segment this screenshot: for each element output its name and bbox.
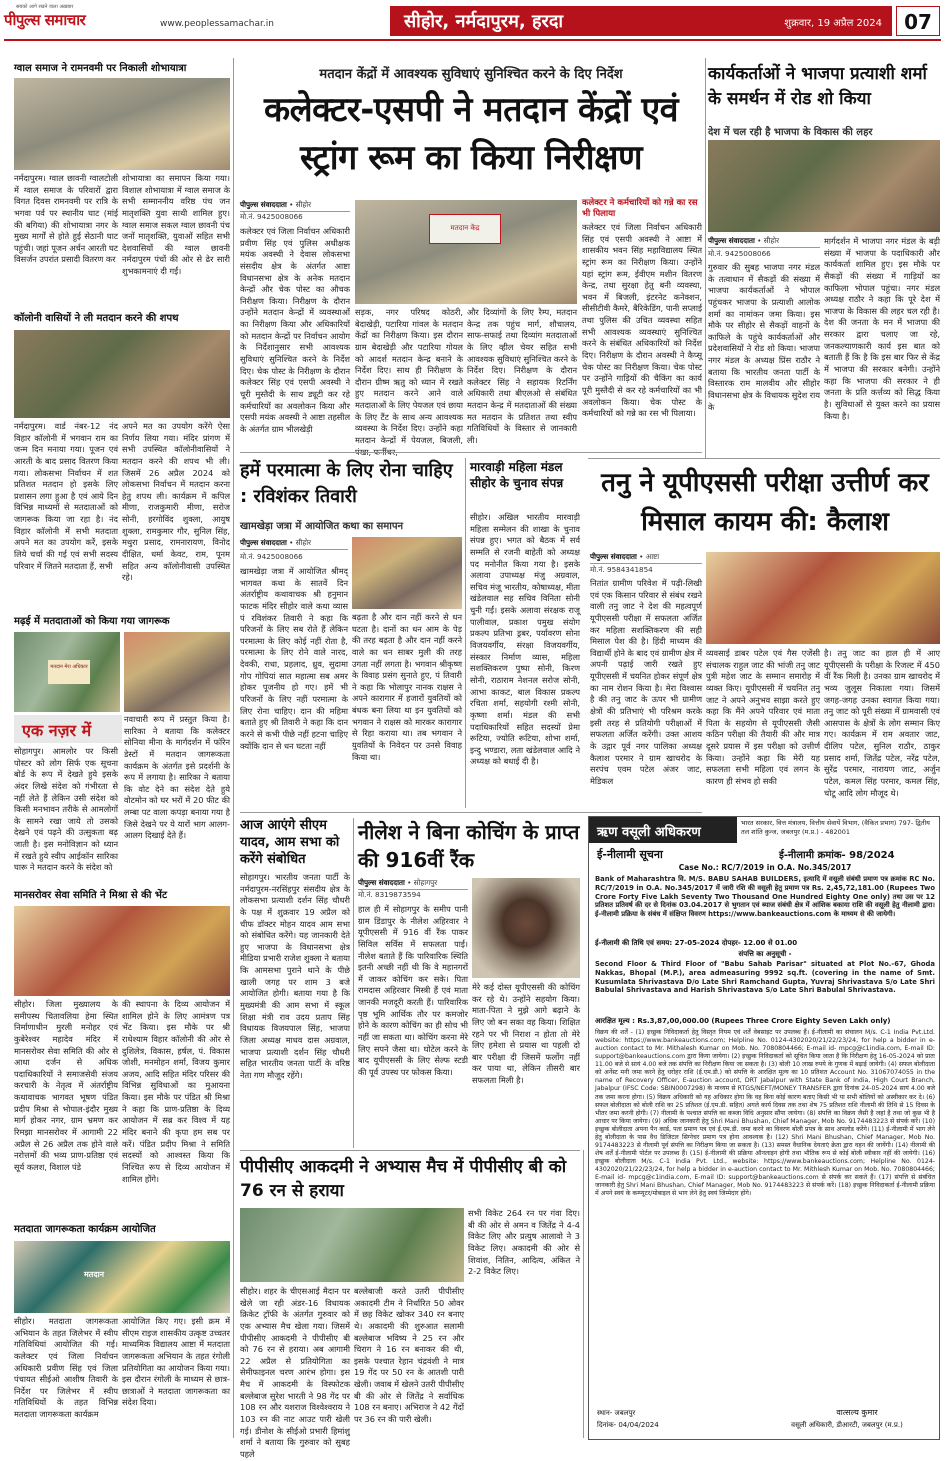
poster-label: मतदान मेरा अधिकार: [50, 664, 88, 670]
center-vrule-3: [583, 1150, 584, 1438]
center-vrule-1: [465, 458, 466, 808]
s10-photo: [472, 878, 580, 978]
s6-col4-subhead: कलेक्टर ने कर्मचारियों को गन्ने का रस भी पिलाया: [582, 198, 698, 220]
s10-headline: नीलेश ने बिना कोचिंग के प्राप्त की 916वीं रैंक: [358, 820, 580, 872]
logo-tagline: सबको आगे रखने वाला अख़बार: [16, 4, 74, 10]
s13-byline-place: आष्टा: [645, 552, 660, 561]
s7-byline-agency: पीपुल्स संवाददाता: [240, 538, 287, 547]
s6-col4: कलेक्टर एवं जिला निर्वाचन अधिकारी सिंह एवं एसपी अवस्थी ने आष्टा में शासकीय भवन सिंह महाविद्यालय स्थित स्ट्रांग रूम का निरीक्षण किया। उन्होंने यहां स्ट्रांग रूम, ईवीएम मशीन वितरण केन्द्र, तथा सुरक्षा हेतु बनी व्यवस्था, भवन में बिजली, इंटरनेट कनेक्शन, सीसीटीवी कैमरे, बैरिकेडिंग, पानी सप्लाई तथा पुलिस की उचित व्यवस्था सहित सभी आवश्यक व्यवस्थाएं सुनिश्चित करने के संबंधित अधिकारियों को निर्देश दिए। निरीक्षण के दौरान अवस्थी ने कैप्सू चेक पोस्ट का निरीक्षण किया। चेक पोस्ट पर उन्होंने गाड़ियों की चैकिंग का कार्य पूरी मुस्तैदी से कर रहे कर्मचारियों का भी अवलोकन किया। चेक पोस्ट के कर्मचारियों को गन्ने का रस भी पिलाया।: [582, 222, 702, 419]
s13-col2: व्यवसाई डाबर पटेल एवं गैस एजेंसी संचालक राहुल जाट की भांजी तनु जाट पुत्री महेश जाट के सम्मान समारोह में व्यक्त किए। यूपीएससी में चयनित तनु जाट ने अपने अनुभव साझा करते हुए कहा कि मैंने अपने परिवार एवं माता पिता के सहयोग से यूपीएससी जैसी कठिन परीक्षा की तैयारी की और मात्र दूसरे प्रयास में इस परीक्षा को उत्तीर्ण किया। उन्होंने कहा कि मेरी यह सफलता सभी महिला एवं लगन के कारण ही संभव हो सकी: [706, 648, 821, 787]
s7-col1: खामखेड़ा जत्रा में आयोजित श्रीमद् भागवत कथा के सातवें दिन अंतर्राष्ट्रीय कथावाचक श्री हनुमान फाटक मंदिर सीहोर वाले कथा व्यास पं रविशंकर तिवारी ने कहा कि परिजनों के लिए सब रोते हैं लेकिन परमात्मा के लिए कोई नहीं रोता है, परमात्मा के लिए रोने वाले नारद, देवकी, राधा, प्रहलाद, ध्रुव, सुदामा गोप गोपियां सात महात्मा सब अमर होकर पूजनीय हो गए। हमें भी परिजनों के लिए नहीं परमात्मा के लिए रोना चाहिए। दान की महिमा बताते हुए श्री तिवारी ने कहा कि दान करने से कभी पीछे नहीं हटना चाहिए क्योंकि दान से धन घटता नहीं: [240, 566, 348, 751]
s6-banner-label: मतदान केंद्र: [450, 224, 480, 232]
right-hrule-1: [588, 458, 940, 459]
s3-poster: [48, 660, 90, 684]
website-link[interactable]: www.peoplessamachar.in: [160, 19, 274, 29]
s4-photo: [14, 906, 230, 996]
notice-property-head: संपत्ति का अनुसूची -: [738, 950, 792, 958]
s12-col2: मार्गदर्शन में भाजपा नगर मंडल के बड़ी संख्या में भाजपा के पदाधिकारी और कार्यकर्ता शामिल हुए। इस मौके पर सैकड़ों की संख्या में गाड़ियों का काफिला भोपाल पहुंचा। नगर मंडल अध्यक्ष राठौर ने कहा कि पूरे देश में भाजपा के विकास की लहर चल रही है। देश की जनता के मन में भाजपा की सरकार द्वारा चलाए जा रहे, जनकल्याणकारी कार्य इस बात को बताती हैं कि है कि इस बार फिर से केंद्र में भाजपा की सरकार बनेगी। उन्होंने कहा कि भाजपा की सरकार ने ही जनता के प्रति कर्त्तव्य को सिद्ध किया है। सुविधाओं से युक्त करने का प्रयास किया है।: [824, 236, 940, 421]
s7-byline: पीपुल्स संवाददाता • सीहोर: [240, 538, 348, 550]
notice-place: स्थान- जबलपुर: [597, 1409, 636, 1417]
s8-headline: आज आएंगे सीएम यादव, आम सभा को करेंगे संबोधित: [240, 818, 340, 867]
s8-body: सोहागपुर। भारतीय जनता पार्टी के नर्मदापुरम-नरसिंहपुर संसदीय क्षेत्र के लोकसभा प्रत्याशी दर्शन सिंह चौधरी के पक्ष में शुक्रवार 19 अप्रैल को चीफ डॉक्टर मोहन यादव आम सभा को संबोधित करेंगे। यह जानकारी देते हुए भाजपा के विधानसभा क्षेत्र मीडिया प्रभारी राजेश शुक्ला ने बताया कि आमसभा पुराने थाने के पीछे खाली जगह पर शाम 3 बजे आयोजित होगी। बताया गया है कि मुख्यमंत्री की आम सभा में स्कूल शिक्षा मंत्री राव उदय प्रताप सिंह विधायक विजयपाल सिंह, भाजपा जिला अध्यक्ष माधव दास अग्रवाल, भाजपा प्रत्याशी दर्शन सिंह चौधरी सहित भारतीय जनता पार्टी के वरिष्ठ नेता गण मौजूद रहेंगे।: [240, 872, 350, 1080]
s13-byline: पीपुल्स संवाददाता • आष्टा: [590, 552, 702, 564]
s6-kicker: मतदान केंद्रों में आवश्यक सुविधाएं सुनिश्चित करने के दिए निर्देश: [319, 67, 623, 82]
s13-headline: तनु ने यूपीएससी परीक्षा उत्तीर्ण कर मिसाल कायम की: कैलाश: [601, 468, 929, 537]
notice-parties: Bank of Maharashtra वि. M/S. BABU SAHAB BUILDERS, इत्यादि में वसूली संबंधी प्रमाण पत्र क्रमांक RC No. RC/7/2019 in O.A. No.345/2017 में जारी रशि की वसूली हेतु प्रमाण पत्र Rs. 2,45,72,181.00 (Rupees Two Crore Forty Five Lakh Seventy Two Thousand One Hundred Eighty One only) तथा उस पर 12 प्रतिशत प्रतिवर्ष की दर से दिनांक 03.04.2017 से भुगतान एवं ब्याज संबंधी क्षेत्र में आंशिक बकाया राशि की वसूली हेतु नीलामी द्वारा। ई-नीलामी प्रक्रिया के संबंध में संक्षिप्त विवरण https://www.bankeauctions.com के माध्यम से की जायेगी।: [595, 875, 935, 919]
s12-byline-place: सीहोर: [763, 236, 780, 245]
notice-header: ऋण वसूली अधिकरण: [597, 825, 701, 840]
s7-byline-place: सीहोर: [295, 538, 312, 547]
s3-headline: मढ़ई में मतदाताओं को किया गया जागरूक: [14, 616, 170, 627]
s12-photo: [708, 140, 940, 232]
s13-col3: है। तनु जाट का हाल ही में आए यूपीएससी के परीक्षा के रिजल्ट में 450 वीं रैंक मिली है। उनका ग्राम खाचरोद में भव्य जुलूस निकाला गया। जिसमें जगह-जगह उनका स्वागत किया गया। तनु जाट को पूरी संख्या में ग्रामवासी एवं आसपास के क्षेत्रों के लोग सम्मान किए गए। कार्यक्रम में राम अवतार जाट, दीलिप पटेल, सुनिल राठौर, ठाकुर प्रसाद शर्मा, जितेंद्र पटेल, नरेंद्र पटेल, सुरेंद्र परमार, नारायण जाट, अर्जुन पटेल, कमल सिंह परमार, कमल सिंह, चोटू आदि लोग मौजूद थे।: [824, 648, 940, 798]
s6-headline: कलेक्टर-एसपी ने मतदान केंद्रों एवं स्ट्रांग रूम का किया निरीक्षण: [263, 90, 679, 179]
s5-body-col2: आयोजित किए गए। इसी क्रम में सीएम राइज शासकीय उत्कृष्ट उच्चतर माध्यमिक विद्यालय आष्टा में मतदाता जागरूकता अभियान के तहत रंगोली प्रतियोगिता का आयोजन किया गया। इस दौरान रंगोली के माध्यम से छात्र-छात्राओं ने मतदाता जागरूकता का संदेश दिया।: [122, 1316, 230, 1408]
s3-box-title: एक नज़र में: [22, 721, 92, 740]
s10-byline-place: सोहागपुर: [413, 878, 438, 887]
s12-phone: मो.नं. 9425008066: [708, 249, 771, 258]
right-column-divider: [705, 58, 706, 458]
s13-col1: नितांत ग्रामीण परिवेश में पढ़ी-लिखी एवं एक किसान परिवार से संबंध रखने वाली तनु जाट ने देश की महत्वपूर्ण यूपीएससी परीक्षा में सफलता अर्जित कर महिला सशक्तिकरण की सही मिसाल पेश की है। हिंदी माध्यम की विद्यार्थी होने के बाद एवं ग्रामीण क्षेत्र में अपनी पढ़ाई जारी रखते हुए यूपीएससी में चयनित होकर संपूर्ण क्षेत्र का नाम रोशन किया है। मेरा विश्वास है की तनु जाट के ऊपर भी ग्रामीण क्षेत्रों की प्रतिभाएं भी परिश्रम करके इसी तरह से प्रतियोगी परीक्षाओं में सफलता अर्जित करेंगी। उक्त आशय के उद्गार पूर्व नगर पालिका अध्यक्ष कैलाश परमार ने ग्राम खाचरोद के सरपंच एवम पटेल अंजर जाट, मेडिकल: [590, 578, 703, 786]
notice-title-right: ई-नीलामी क्रमांक- 98/2024: [779, 850, 895, 861]
s12-byline-agency: पीपुल्स संवाददाता: [708, 236, 755, 245]
notice-signatory-title: वसूली अधिकारी, डीआरटी, जबलपुर (म.प्र.): [791, 1421, 903, 1429]
masthead-rule: [4, 39, 941, 41]
s1-photo: [14, 78, 230, 170]
notice-header-bar: [589, 817, 737, 843]
s13-byline-agency: पीपुल्स संवाददाता: [590, 552, 637, 561]
s12-subhead: देश में चल रही है भाजपा के विकास की लहर: [708, 127, 873, 138]
s6-photo: [355, 200, 577, 304]
center-hrule-2: [240, 812, 702, 813]
s3-photo-left: [14, 632, 120, 712]
s5-headline: मतदाता जागरूकता कार्यक्रम आयोजित: [14, 1224, 156, 1235]
notice-date: दिनांक- 04/04/2024: [597, 1421, 659, 1429]
masthead-logo: [4, 4, 154, 34]
s6-banner: [429, 214, 501, 244]
notice-address: भारत सरकार, वित्त मंत्रालय, वित्तीय सेवायें विभाग, (वैकित प्रभाग) 797- द्वितीय तल शांति कुन्ज, जबलपुर (म.प्र.) - 482001: [741, 819, 930, 836]
s1-body-col1: नर्मदापुरम। ग्वाल छावनी ग्वालटोली में ग्वाल समाज के परिवारों द्वारा विगत दिवस रामनवमी पर रात्रि के भगवा पर्व पर स्थानीय घाट (मांई की बगिया) की शोभायात्रा नगर के मुख्य मार्गों से होते हुई सेठानी घाट पहुंची। जहां पूजन अर्चन आरती घट विसर्जन उपरांत प्रसादी वितरण कर: [14, 173, 118, 265]
issue-date: शुक्रवार, 19 अप्रैल 2024: [784, 18, 882, 29]
s13-phone: मो.नं. 9584341854: [590, 565, 653, 574]
s3-body-col1: सोहागपुर। आमलोर पर किसी पोस्टर को लोग सिर्फ एक सूचना बोर्ड के रूप में देखते हुये इसके अंदर लिखे संदेश को गंभीरता से नहीं लेते हैं लेकिन उसी संदेश को किसी मनभावन तरीके से आमलोगों के सामने रखा जाये तो उसको देखने एवं पढ़ने की उत्सुकता बढ़ जाती है। इस मनोविज्ञान को ध्यान में रखते हुये स्वीप आईकॉन सारिका घारू ने मतदान करने के संदेश को: [14, 746, 118, 873]
s7-headline: हमें परमात्मा के लिए रोना चाहिए : रविशंकर तिवारी: [240, 460, 453, 508]
s6-byline: पीपुल्स संवाददाता • सीहोर: [240, 200, 350, 212]
center-hrule-3: [240, 1150, 580, 1151]
s6-byline-agency: पीपुल्स संवाददाता: [240, 200, 287, 209]
page-number: 07: [896, 6, 940, 36]
s12-col1: गुरुवार की सुबह भाजपा नगर मंडल के तत्वाधान में सैकड़ों की संख्या में भाजपा कार्यकर्ताओं ने भोपाल पहुंचकर भाजपा के प्रत्याशी आलोक शर्मा का नामांकन जमा किया। इस मौके पर सीहोर से सैकड़ों वाहनों के काफिले के पहुंचे कार्यकर्ताओं और प्रदेशवासियों ने रोड शो किया। भाजपा नगर मंडल के अध्यक्ष प्रिंस राठौर ने बताया कि भारतीय जनता पार्टी के विस्तारक राम मालवीय और सीहोर विधानसभा क्षेत्र के विधायक सुदेश राय के: [708, 262, 821, 412]
s2-photo: [14, 330, 230, 418]
s7-photo: [352, 537, 462, 609]
left-column-divider: [233, 58, 234, 1438]
s2-headline: कॉलोनी वासियों ने ली मतदान करने की शपथ: [14, 313, 179, 324]
masthead: [0, 0, 945, 40]
s2-body-col2: अपने मत का उपयोग करेंगे ऐसा निर्णय लिया गया। मंदिर प्रांगण में सभी उपस्थित कॉलोनीवासियों ने मतदान करने की शपथ भी ली। जिसमें 26 अप्रैल 2024 को लोकसभा निर्वाचन में मतदान करना हेतु शपथ ली। कार्यक्रम में कपिल मीणा, राजकुमारी मीणा, सरोज सोनी, हरगोविंद शुक्ला, आयुष शुक्ला, रामकुमार गौर, सुनिल सिंह, मथुरा प्रसाद, रामनारायण, विनोद दीक्षित, धर्मा केवट, राम, पूनम सहित अन्य कॉलोनीवासी उपस्थित रहे।: [122, 421, 230, 583]
s10-phone: मो.नं. 8319873594: [358, 890, 421, 899]
s2-body-col1: नर्मदापुरम। वार्ड नंबर-12 नंद विहार कॉलोनी में भगवान राम का जन्म दिन मनाया गया। पूजन एवं आरती के बाद प्रसाद वितरण किया गया। लोकसभा निर्वाचन में शत प्रतिशत मतदान हो इसके लिए प्रशासन लगा हुआ है एवं आये दिन विभिन्न माध्यमों से मतदाताओं को जागरूक किया जा रहा है। नंद विहार कॉलोनी में सभी मतदाता अपने मत का उपयोग करें, इसके लिये चर्चा की गई एवं सभी सदस्य परिवार में जितने मतदाता हैं, सभी: [14, 421, 118, 571]
s11-col1: सीहोर। शहर के चीएसआई मैदान पर खेले जा रही अंडर-16 विधायक क्रिकेट ट्रॉफी के अंतर्गत गुरुवार को एक अभ्यास मैच खेला गया। जिसमें पीपीसीए आकदमी ने पीपीसीए बी को 76 रन से हराया। अब आगामी 22 अप्रैल से प्रतियोगिता का सेमीफाइनल चरण आरंभ होगा। इस मैच में आकदमी के विस्फोटक बल्लेबाज सुरेश भारती ने 98 गेंद पर 108 रन और यशराज विश्वेश्वराय ने 103 रन की नाट आउट पारी खेली गई। डीनोश के सीईओ प्रभारी हिमांशु शर्मा ने बताया कि गुरुवार को सुबह पहले: [240, 1286, 350, 1459]
s10-col1: हाल ही में सोहागपुर के समीप पानी ग्राम डिंडापुर के नीलेश अहिरवार ने यूपीएससी में 916 वीं रैंक पाकर सिविल सर्विस में सफलता पाई। नीलेश बताते हैं कि पारिवारिक स्थिति इतनी अच्छी नहीं थी कि वे महानगरों में जाकर कोचिंग कर सके। पिता रामदास अहिरवार मिस्त्री हैं एवं माता जानकी मजदूरी करती हैं। पारिवारिक पृष्ठ भूमि आर्थिक तौर पर कमजोर होने के कारण कोचिंग का ही सोच भी नहीं जा सकता था। कोचिंग करना मेरे लिए सपने जैसा था। घोटेल करने के बाद यूपीएससी के लिए सेल्फ स्टडी की पूर्व उपस्थ पर फोकस किया।: [358, 904, 468, 1077]
s11-col3: सभी विकेट 264 रन पर गंवा दिए। बी की ओर से अमन व जितेंद्र ने 4-4 विकेट लिए और प्रत्युष आलावो ने 3 विकेट लिए। अकादमी की ओर से शिवांश, नितिन, आदित्य, अंकित ने 2-2 विकेट लिए।: [468, 1208, 580, 1277]
s11-headline: पीपीसीए आकदमी ने अभ्यास मैच में पीपीसीए बी को 76 रन से हराया: [240, 1157, 567, 1202]
s6-col2: सड़क, नगर परिषद कोठरी, बेदाखेड़ी, पटारिया गांवल के मतदान केंद्रों का निरीक्षण किया। इस दौरान ग्राम बेदाखेड़ी और पटारिया गोयल को आदर्श मतदान केन्द्र बनाने के निर्देश दिए। साथ ही निरीक्षण के दौरान ग्रीष्म ऋतु को ध्यान में रखते हुए मतदान करने आने वाले मतदाताओं के लिए पेयजल एवं छाया के लिए टैंट के साथ अन्य आवश्यक व्यवस्था के निर्देश दिए। उन्होंने कहा मतदान केन्द्रों में पेयजल, बिजली,: [355, 307, 463, 446]
s3-body-col2: नवाचारी रूप में प्रस्तुत किया है। सारिका ने बताया कि कलेक्टर सोनिया मीना के मार्गदर्शन में फॉरेन डेस्टों में मतदान जागरूकता कार्यक्रम के अंतर्गत इसे प्रदर्शनी के रूप में लगाया है। सारिका ने बताया कि वोट देने का संदेश देते हुये वोटमोन को घर भरों में 20 फीट की लम्बा पट वाला कपड़ा बनाया गया है जिसे देखने पर ये यारों भाग आलग-आलग दिखाई देते हैं।: [122, 714, 230, 884]
s1-body-col2: शोभायात्रा का समापन किया गया। विशाल शोभायात्रा में ग्वाल समाज के सभी सम्माननीय वरिष्ठ पंच जन मातृशक्ति युवा साथी शामिल हुए। ग्वाल समाज सकल ग्वाल छावनी पंच जनों मातृशक्ति, युवाओं सहित सभी देशवासियों की ग्वाल छावनी नर्मदापुरम पंचों की ओर से ढेर सारी शुभकामनाएं दी गईं।: [122, 173, 230, 277]
s7-phone: मो.नं. 9425008066: [240, 552, 303, 561]
s1-headline: ग्वाल समाज ने रामनवमी पर निकाली शोभायात्रा: [14, 63, 187, 74]
s7-col2: बढ़ता है और दान नहीं करने से धन घटता है। दानों का धन आम के पेड़ की तरह बढ़ता है और दान नहीं करने वाले का धन साबर मुली की तरह उगता नहीं लगता है। भगवान श्रीकृष्ण के विवाह प्रसंग सुनाते हुए, पं तिवारी ने कहा कि भोलापुर नानक राक्षस ने अपने कारागार में हजारों युवतियों को बंधक बना लिया था इन युवतियों को भगवान ने राक्षस को मारकर कारागार से रिहा कराया था। तब भगवान ने युवतियों के निवेदन पर उनसे विवाह किया था।: [352, 612, 462, 762]
s10-col2: मेरे कई दोस्त यूपीएससी की कोचिंग कर रहे थे। उन्होंने सहयोग किया। माता-पिता ने मुझे आगे बढ़ाने के लिए जो बन सका वह किया। शिक्षित रहने पर भी निराश न होता तो मेरे लिए हमेशा से प्रयास था पहली दो बार परीक्षा दी जिसमें फर्लोग नहीं कर पाया था, लेकिन तीसरी बार सफलता मिली है।: [472, 982, 580, 1086]
section-banner: [390, 6, 892, 36]
s10-byline-agency: पीपुल्स संवाददाता: [358, 878, 405, 887]
notice-reserve: आरक्षित मूल्य : Rs.3,87,00,000.00 (Rupees Three Crore Eighty Seven Lakh only): [595, 1017, 891, 1025]
s10-byline: पीपुल्स संवाददाता • सोहागपुर: [358, 878, 468, 890]
s7-subhead: खामखेड़ा जत्रा में आयोजित कथा का समापन: [240, 521, 404, 532]
center-hrule-1: [240, 452, 702, 453]
s6-byline-place: सीहोर: [295, 200, 312, 209]
s3-photo-right: [124, 632, 230, 712]
s4-headline: मानसरोवर सेवा समिति ने मिश्रा से की भेंट: [14, 890, 167, 901]
rangoli-label: मतदान: [84, 1270, 105, 1279]
s6-phone: मो.नं. 9425008066: [240, 212, 303, 221]
s5-photo: [14, 1241, 230, 1313]
section-title: सीहोर, नर्मदापुरम, हरदा: [404, 11, 564, 32]
s11-photo: [240, 1208, 464, 1282]
s9-headline: मारवाड़ी महिला मंडल सीहोर के चुनाव संपन्न: [470, 460, 564, 490]
notice-title-left: ई-नीलामी सूचना: [597, 848, 663, 861]
s11-col2: बल्लेबाजी करते उतरी पीपीसीए अकादमी टीम ने निर्धारित 50 ओवर में छह विकेट खोकर 340 रन बनाए थे। अकादमी की शुरुआत सलामी बल्लेबाज भविष्य ने 25 रन और चिराग ने 16 रन बनाकर की थी, इसके पश्चात रेहान चंद्रवंशी ने मात्र 19 गेंद पर 50 रन के आतशी पारी खेली। जवाब में खेलने उतरी पीपीसीए बी की ओर से जितेंद्र ने सर्वाधिक 108 रन बनाए। अभिराज ने 42 गेंदों पर 36 रन की पारी खेली।: [354, 1286, 464, 1425]
notice-case: Case No.: RC/7/2019 in O.A. No.345/2017: [678, 863, 852, 872]
s12-byline: पीपुल्स संवाददाता • सीहोर: [708, 236, 820, 248]
s6-col3: और दिव्यांगों के लिए रैम्प, मतदान केन्द्र तक पहुंच मार्ग, शौचालय, साफ-सफाई तथा दिव्यांग मतदाताओं के लिए व्हील चेयर सहित सभी आवश्यक सुविधाएं सुनिश्चित करने के निर्देश दिए। निरीक्षण के दौरान कलेक्टर सिंह ने सहायक रिटर्निंग अधिकारी तथा बीएलओ से संबंधित मतदान केन्द्र में मतदाताओं की संख्या मत मतदान के प्रतिशत तथा स्वीप गतिविधियों के विस्तार से जानकारी ली।: [467, 307, 577, 446]
center-vrule-2: [353, 818, 354, 1148]
s6-col1: कलेक्टर एवं जिला निर्वाचन अधिकारी प्रवीण सिंह एवं पुलिस अधीक्षक मयंक अवस्थी ने देवास लोकसभा संसदीय क्षेत्र के अंतर्गत आष्टा विधानसभा क्षेत्र के अनेक मतदान केन्द्रों और चेक पोस्ट का औचक निरीक्षण किया। निरीक्षण के दौरान उन्होंने मतदान केन्द्रों में व्यवस्थाओं का निरीक्षण किया और अधिकारियों को मतदान केन्द्रों पर निर्वाचन आयोग के निर्देशानुसार सभी आवश्यक सुविधाएं सुनिश्चित करने के निर्देश दिए। चेक पोस्ट के निरीक्षण के दौरान कलेक्टर सिंह एवं एसपी अवस्थी ने चूरी मुस्तैदी के साथ ड्यूटी कर रहे कर्मचारियों का अवलोकन किया और एसपी मयंक अवस्थी ने आष्टा तहसील के अंतर्गत ग्राम भीलखेड़ी: [240, 226, 350, 434]
s4-body-col2: की स्थापना के दिव्य आयोजन में शामिल होने के लिए आमंत्रण पत्र भेंट किया। इस मौके पर श्री राधेश्याम विहार कॉलोनी की ओर से दुशिलेत्र, विकास, हर्षल, पं. विकास जोशी, मनमोहन शर्मा, विजय कुमार अजय, आदि सहित मंदिर परिसर की विभिन्न सुविधाओं का मुआयना किया। इस मौके पर पंडित श्री मिश्रा ने कहा कि प्राण-प्रतिष्ठा के दिव्य आयोजन में सब्र कर विश्व में यह मंदिर बनाने की कृपा हम सब पर करें। पंडित प्रदीप मिश्रा ने समिति सदस्यों को आश्वस्त किया कि निश्चित रूप से दिव्य आयोजन में शामिल होंगे।: [122, 999, 230, 1184]
s9-body: सीहोर। अखिल भारतीय मारवाड़ी महिला सम्मेलन की शाखा के चुनाव संपन्न हुए। भगत को बैठक में सर्व सम्मति से रजनी बाहेती को अध्यक्ष पद मनोनीत किया गया है। इसके अलावा उपाध्यक्ष मंजु अग्रवाल, सचिव मंजू भारतीय, कोषाध्यक्ष, मीता खंडेलवाल सह सचिव विनिता सोनी चुनी गईं। इसके अलावा संरक्षक राजू पालीवाल, प्रकाश पमुख संयोग प्रकल्प प्रतिभा ड्रबर, पर्यावरण सोना विजयवर्गीय, संरक्षा विजयवर्गीय, संस्कार निर्माण व्यास, महिला सशक्तिकरण पुष्पा सोनी, किरण सोनी, राठाराम नेशनल सरोज सोनी, आभा काकट, बाल विकास प्रकल्प रचिता शर्मा, सहयोगी रश्मी सोनी, कृष्णा शर्मा। मंडल की सभी पदाधिकारियों सहित सदस्यों प्रेमा रूटिया, ज्योति रूटिया, शोभा शर्मा, इन्दु भण्डारा, लता खंडेलवाल आदि ने अध्यक्ष को बधाई दी है।: [470, 512, 580, 767]
logo-text: पीपुल्स समाचार: [4, 11, 86, 29]
s13-photo: [706, 552, 940, 644]
drt-notice: [588, 816, 940, 1440]
s5-body-col1: सीहोर। मतदाता जागरूकता अभियान के तहत जिलेभर में स्वीप गतिविधियां आयोजित की गई। कलेक्टर एवं जिला निर्वाचन अधिकारी प्रवीण सिंह एवं जिला पंचायत सीईओ आशीष तिवारी के निर्देश पर जिलेभर में स्वीप गतिविधियों के तहत विभिन्न मतदाता जागरूकता कार्यक्रम: [14, 1316, 118, 1420]
notice-terms: विक्रय की शर्तें - (1) इच्छुक निविदाकर्ता हेतु विस्तृत नियम एवं शर्तें वेबसाइट पर उपलब्ध हैं। ई-नीलामी का संचालन M/s. C-1 India Pvt.Ltd. website: https://www.bankeauctions.com; Helpline No. 0124-4302020/21/22/23/24, for help a bidder in e-auction contact to Mr. Mithalesh Kumar on Mob. No. 7080804466; E-mail id- mpcg@c1india.com, E-mail ID: support@bankeauctions.com द्वारा किया जायेगा। (2) इच्छुक निविदाकर्ता को सूचित किया जाता है कि निरीक्षण हेतु 16-05-2024 को प्रातः 11.00 बजे से सायं 4.00 बजे तक संपत्ति का निरीक्षण किया जा सकता है। (3) बोली 10 लाख रुपये के गुणक में बढ़ाई जायेगी। (4) सफल बोलीदाता को अर्नेस्ट मनी जमा करने हेतु धरोहर राशि (ई.एम.डी.) को संपत्ति के आरक्षित मूल्य का 10 प्रतिशत Account No. 31067074055 in the name of Recovery Officer, E-auction account, DRT Jabalpur with State Bank of India, High Court Branch, Jabalpur (IFSC Code: SBIN0007298) के माध्यम से RTGS/NEFT/MONEY TRANSFER द्वारा दिनांक 24-05-2024 सायं 4.00 बजे तक जमा करना होगा। (5) विक्रय अधिकारी को यह अधिकार होगा कि वह बिना कोई कारण बताए किसी भी या सभी बोलियों को अस्वीकार कर दे। (6) सफल बोलीदाता को बोली राशि का 25 प्रतिशत (ई.एम.डी. सहित) अगले कार्य दिवस तक तथा शेष 75 प्रतिशत राशि नीलामी की तिथि से 15 दिवस के भीतर जमा करनी होगी। (7) नीलामी के पश्चात संपत्ति का कब्जा विधि अनुसार सौंपा जायेगा। (8) संपत्ति का विक्रय जैसी है जहां है तथा जो कुछ भी है आधार पर किया जायेगा। (9) अधिक जानकारी हेतु Shri Mani Bhushan, Chief Manager, Mob No. 9174483223 से संपर्क करें। (10) इच्छुक बोलीदाता अपना पैन कार्ड, पता प्रमाण पत्र एवं ई.एम.डी. जमा करने का विवरण बोली प्रपत्र के साथ अपलोड करेंगे। (11) ई-नीलामी में भाग लेने हेतु बोलीदाता के पास वैध डिजिटल सिग्नेचर प्रमाण पत्र होना आवश्यक है। (12) Shri Mani Bhushan, Chief Manager, Mob No. 9174483223 से नीलामी पूर्व संपत्ति का निरीक्षण किया जा सकता है। (13) समस्त वैधानिक देयताएं क्रेता द्वारा वहन की जायेंगी। (14) नीलामी की शेष शर्तें ई-नीलामी पोर्टल पर उपलब्ध हैं। (15) ई-नीलामी की प्रक्रिया ऑनलाइन होगी तथा भौतिक रूप से कोई बोली स्वीकार नहीं की जायेगी। (16) इच्छुक बोलीदाता M/s. C-1 India Pvt. Ltd., website: https://www.bankeauctions.com; Helpline No. 0124-4302020/21/22/23/24, for help a bidder in e-auction contact to Mr. Mithlesh Kumar on Mob. No. 7080804466; E-mail id- mpcg@c1india.com, E-mail ID: support@bankeauctions.com से संपर्क कर सकते हैं। (17) संपत्ति से संबंधित जानकारी हेतु Shri Mani Bhushan, Chief Manager, Mob No. 9174483223 से संपर्क करें। (18) इच्छुक निविदाकर्ता ई-नीलामी प्रक्रिया में अपने स्वयं के कम्प्यूटर/मोबाइल से भाग लेने हेतु स्वयं जिम्मेदार होंगे।: [595, 1029, 935, 1198]
s4-body-col1: सीहोर। जिला मुख्यालय के समीपस्थ चितावलिया हेमा स्थित निर्माणाधीन मुरली मनोहर एवं कुबेरेश्वर महादेव मंदिर में मानसरोवर सेवा समिति की ओर से आधा दर्जन से अधिक पदाधिकारियों ने समाजसेवी संजय करचारी के नेतृत्व में अंतर्राष्ट्रीय कथावाचक भागवत भूषण पंडित प्रदीप मिश्रा से भोपाल-इंदौर मुख्य मार्ग होकर नगर, ग्राम भ्रमण कर रिमझा मानसरोवर में आगामी 22 अप्रैल से 26 अप्रैल तक होने वाले नरोत्तमों की भव्य प्राण-प्रतिष्ठा एवं सूर्य कलश, विशाल पंडे: [14, 999, 118, 1172]
notice-property: Second Floor & Third Floor of "Babu Sahab Parisar" situated at Plot No.-67, Ghoda Nakkas, Bhopal (M.P.), area admeasuring 9992 sq.ft. (covering in the name of Smt. Kusumlata Shrivastava D/o Late Shri Ramchand Gupta, Yuvraj Shrivastava S/o Late Shri Babulal Shrivastava and Harish Shrivastava S/o Late Shri Babulal Shrivastava.: [595, 960, 935, 995]
notice-signatory: वात्सल्य कुमार: [836, 1408, 878, 1417]
s12-headline: कार्यकर्ताओं ने भाजपा प्रत्याशी शर्मा के समर्थन में रोड शो किया: [708, 64, 927, 109]
notice-auction-date: ई-नीलामी की तिथि एवं समय: 27-05-2024 दोपहर- 12.00 से 01.00: [595, 939, 798, 947]
